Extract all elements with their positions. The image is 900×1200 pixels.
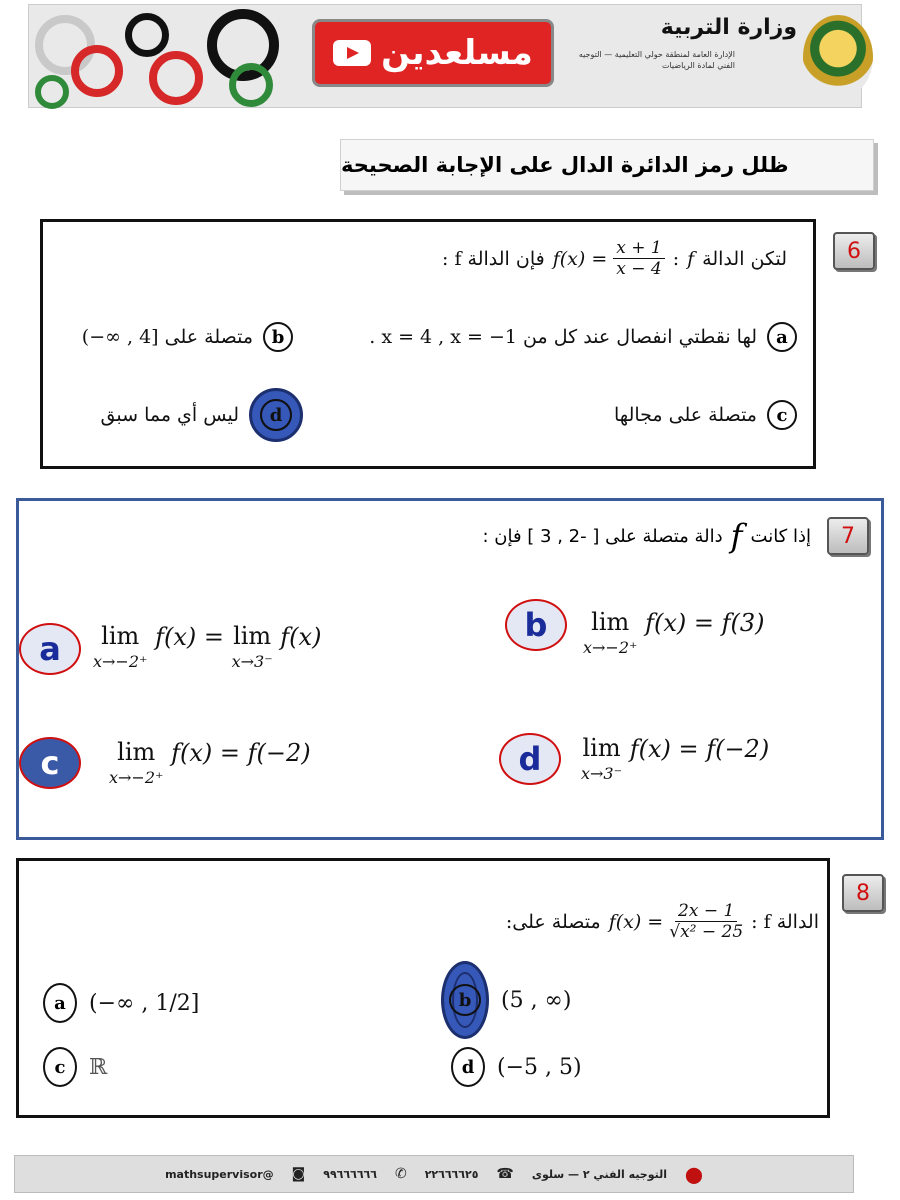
q6-stem-pre: لتكن الدالة	[702, 247, 787, 270]
option-circle-a[interactable]: a	[43, 983, 77, 1023]
q7-option-a-rhs: f(x)	[272, 623, 322, 651]
q7-option-d-rhs: f(x) = f(−2)	[622, 735, 770, 763]
q7-option-d-expression	[581, 735, 769, 787]
option-letter-d: d	[260, 399, 292, 431]
location-icon: ⬤	[685, 1164, 703, 1184]
option-letter-b: b	[449, 984, 481, 1016]
question-7-box	[16, 498, 884, 840]
q7-stem	[482, 517, 811, 555]
option-bubble-d[interactable]: d	[499, 733, 561, 785]
ministry-title: وزارة التربية	[660, 15, 797, 40]
q7-option-c-expression	[109, 739, 311, 791]
youtube-channel-button[interactable]	[312, 19, 554, 87]
q8-stem	[506, 901, 819, 942]
instruction-banner: ظلل رمز الدائرة الدال على الإجابة الصحيحة	[340, 139, 874, 191]
lim-word: lim	[591, 608, 630, 636]
gear-icon	[125, 13, 169, 57]
q8-option-d-text: (−5 , 5)	[497, 1054, 582, 1080]
question-6-box	[40, 219, 816, 469]
option-circle-b-selected[interactable]	[441, 961, 489, 1039]
lim-subscript: x→3⁻	[581, 764, 623, 783]
header-banner	[28, 4, 862, 108]
lim-word: lim	[101, 622, 140, 650]
q6-option-c-text: متصلة على مجالها	[614, 404, 757, 426]
q8-option-c-text: ℝ	[89, 1054, 108, 1080]
option-circle-d-selected[interactable]	[249, 388, 303, 442]
footer-item: ٢٢٦٦٦٦٢٥	[424, 1167, 479, 1181]
lim-subscript: x→−2⁺	[93, 652, 148, 671]
question-number-badge: 6	[833, 232, 875, 270]
question-number-badge: 7	[827, 517, 869, 555]
question-number-badge: 8	[842, 874, 884, 912]
q6-fraction	[613, 238, 664, 279]
option-circle-b[interactable]: b	[263, 322, 293, 352]
q6-function	[553, 238, 665, 279]
q8-option-b-text: (5 , ∞)	[501, 987, 572, 1013]
q7-option-b-expression	[583, 609, 765, 661]
q8-option-a-text: (−∞ , 1/2]	[89, 990, 200, 1016]
q7-stem-f: f	[730, 517, 743, 555]
q6-option-a[interactable]	[369, 322, 797, 352]
q6-option-c[interactable]	[614, 400, 797, 430]
q6-stem: لتكن الدالة f : f(x) = $\frac{x + 1}{x - 4}$ فإن الدالة f :	[442, 238, 787, 279]
lim-word: lim	[582, 734, 621, 762]
footer-item: ٩٩٦٦٦٦٦٦	[323, 1167, 377, 1181]
q8-frac-num: 2x − 1	[675, 901, 737, 922]
option-circle-a[interactable]: a	[767, 322, 797, 352]
q6-option-d-text: ليس أي مما سبق	[100, 404, 239, 426]
q6-frac-den: x − 4	[616, 259, 662, 279]
option-circle-c[interactable]: c	[767, 400, 797, 430]
channel-name: مسلعدين	[381, 33, 533, 73]
q6-frac-num: x + 1	[613, 238, 664, 259]
q7-stem-post: دالة متصلة على [ -2 , 3 ] فإن :	[482, 525, 723, 547]
q8-frac-den: √x² − 25	[669, 922, 744, 942]
q7-option-b-rhs: f(x) = f(3)	[637, 609, 765, 637]
q8-stem-pre: الدالة f :	[751, 910, 819, 933]
q6-stem-post: فإن الدالة f :	[442, 247, 545, 270]
question-8-box	[16, 858, 830, 1118]
q8-option-b[interactable]	[441, 961, 571, 1039]
q6-fx: f(x) =	[552, 247, 608, 270]
lim-subscript: x→−2⁺	[109, 768, 164, 787]
q7-option-a-expression	[93, 623, 321, 675]
gear-icon	[71, 45, 123, 97]
lim-word: lim	[117, 738, 156, 766]
lim-word: lim	[233, 622, 272, 650]
ministry-subtitle: الإدارة العامة لمنطقة حولي التعليمية — التوجيه الفني لمادة الرياضيات	[578, 50, 735, 70]
option-circle-d[interactable]: d	[451, 1047, 485, 1087]
phone-icon: ☎	[496, 1166, 514, 1182]
q7-option-a-mid: f(x) =	[147, 623, 232, 651]
q8-option-a[interactable]	[43, 983, 199, 1023]
q6-stem-f: f	[687, 247, 695, 270]
q8-option-c[interactable]	[43, 1047, 107, 1087]
option-circle-c[interactable]: c	[43, 1047, 77, 1087]
q8-function	[609, 901, 743, 942]
footer-item: التوجيه الفني ٢ — سلوى	[531, 1167, 668, 1181]
option-bubble-b[interactable]: b	[505, 599, 567, 651]
lim-subscript: x→3⁻	[231, 652, 273, 671]
option-bubble-c-selected[interactable]: c	[19, 737, 81, 789]
mobile-icon: ✆	[394, 1166, 407, 1182]
q6-option-b[interactable]	[82, 322, 293, 352]
q8-stem-post: متصلة على:	[505, 910, 601, 933]
q6-option-d[interactable]	[101, 388, 303, 442]
q6-option-b-text: متصلة على [4 , ∞−)	[81, 326, 253, 348]
q7-stem-pre: إذا كانت	[750, 525, 811, 547]
gear-icon	[35, 75, 69, 109]
play-icon	[333, 40, 371, 66]
gear-icon	[149, 51, 203, 105]
footer-bar	[14, 1155, 854, 1193]
q8-fraction	[669, 901, 743, 942]
footer-item: @mathsupervisor	[165, 1167, 274, 1181]
lim-subscript: x→−2⁺	[583, 638, 638, 657]
instagram-icon: ◙	[291, 1166, 306, 1182]
q7-option-c-rhs: f(x) = f(−2)	[163, 739, 311, 767]
q8-option-d[interactable]	[451, 1047, 582, 1087]
kuwait-emblem-icon	[803, 15, 873, 99]
gear-icon	[229, 63, 273, 107]
q8-fx: f(x) =	[608, 910, 664, 933]
q6-option-a-text: لها نقطتي انفصال عند كل من x = 4 , x = −1 .	[369, 326, 757, 348]
option-bubble-a[interactable]: a	[19, 623, 81, 675]
